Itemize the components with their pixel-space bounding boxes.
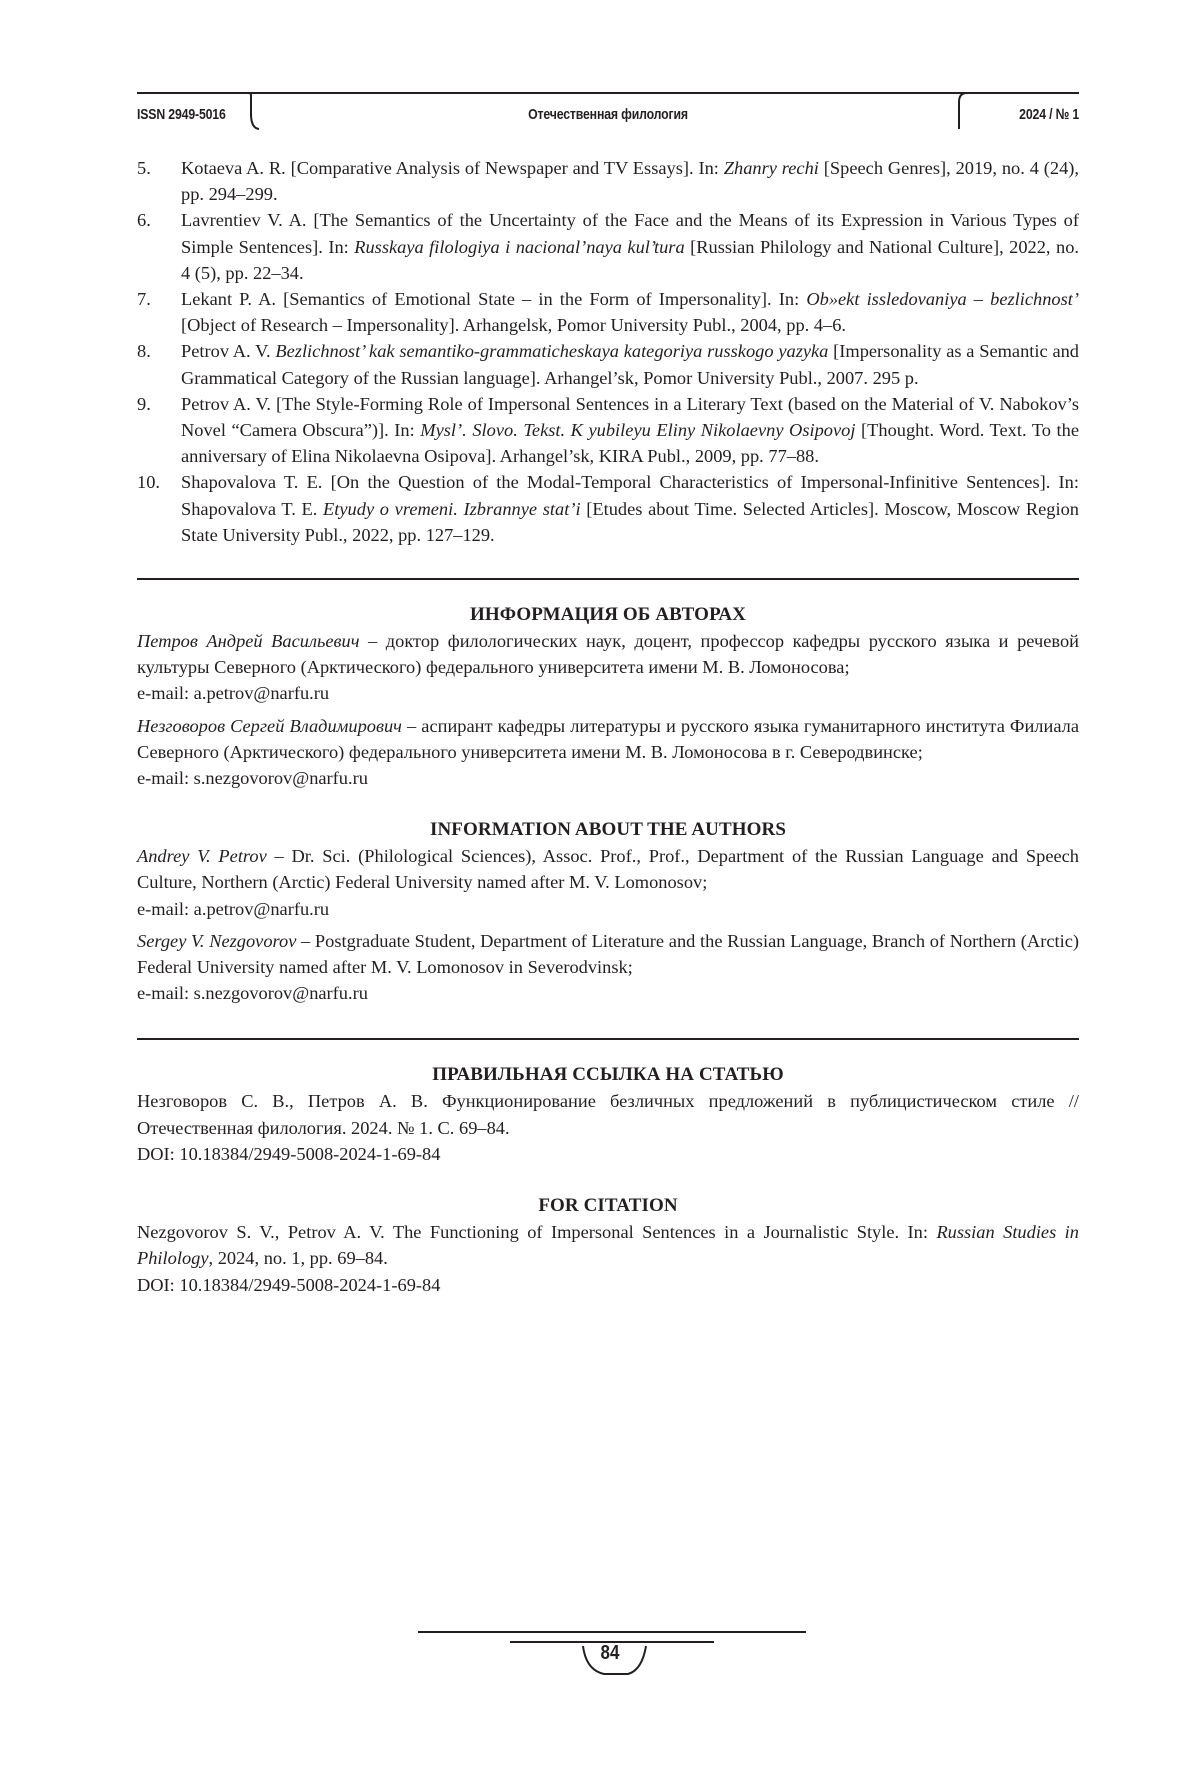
reference-list (137, 155, 1079, 548)
author-description: – аспирант кафедры литературы и русского языка гуманитарного института Филиала Северного (Арктического) федерального университета имени М. В. Ломоносова в г. Северодвинске; (137, 715, 1079, 762)
reference-text: [Etudes about Time. Selected Articles]. Moscow, Moscow Region State University Publ., 2022, pp. 127–129. (181, 498, 1079, 545)
reference-text: [Impersonality as a Semantic and Grammatical Category of the Russian language]. Arhangel’sk, Pomor University Publ., 2007. 295 p. (181, 341, 1079, 388)
authors-ru-heading: ИНФОРМАЦИЯ ОБ АВТОРАХ (470, 604, 746, 626)
reference-item (137, 286, 1079, 338)
reference-title: Etyudy o vremeni. Izbrannye stat’i (323, 498, 581, 519)
citation-text: , 2024, no. 1, pp. 69–84. (208, 1248, 388, 1269)
author-email: e-mail: a.petrov@narfu.ru (137, 683, 330, 704)
author-email: e-mail: s.nezgovorov@narfu.ru (137, 768, 368, 789)
header-journal-title: Отечественная филология (528, 106, 688, 123)
reference-text: [Thought. Word. Text. To the anniversary of Elina Nikolaevna Osipova]. Arhangel’sk, KIRA Publ., 2009, pp. 77–88. (181, 420, 1079, 467)
reference-item (137, 207, 1079, 286)
reference-text: [Speech Genres], 2019, no. 4 (24), pp. 294–299. (181, 158, 1080, 205)
citation-text: Незговоров С. В., Петров А. В. Функционирование безличных предложений в публицистическом стиле // Отечественная филология. 2024. № 1. С. 69–84. (137, 1091, 1079, 1138)
author-email: e-mail: s.nezgovorov@narfu.ru (137, 983, 368, 1004)
author-name: Sergey V. Nezgovorov (137, 930, 297, 951)
reference-text: Lavrentiev V. A. [The Semantics of the Uncertainty of the Face and the Means of its Expression in Various Types of Simple Sentences]. In: (181, 210, 1079, 257)
reference-title: Zhanry rechi (723, 158, 819, 178)
citation-en-heading: FOR CITATION (538, 1195, 678, 1217)
reference-text: Kotaeva A. R. [Comparative Analysis of Newspaper and TV Essays]. In: (181, 158, 724, 178)
reference-number: 9. (137, 393, 151, 414)
reference-number: 7. (137, 289, 151, 310)
reference-text: Lekant P. A. [Semantics of Emotional State – in the Form of Impersonality]. In: (181, 289, 807, 310)
section-divider (137, 578, 1079, 580)
running-header (137, 92, 1079, 140)
reference-text: Petrov A. V. [The Style-Forming Role of Impersonal Sentences in a Literary Text (based on the Material of V. Nabokov’s Novel “Camera Obscura”)]. In: (181, 393, 1079, 441)
reference-item (137, 155, 1079, 207)
reference-text: [Object of Research – Impersonality]. Arhangelsk, Pomor University Publ., 2004, pp. 4–6. (181, 315, 847, 336)
citation-en (137, 1219, 1079, 1298)
reference-item (137, 469, 1079, 548)
reference-title: Bezlichnost’ kak semantiko-grammaticheskaya kategoriya russkogo yazyka (275, 341, 829, 362)
reference-title: Mysl’. Slovo. Tekst. K yubileyu Eliny Nikolaevny Osipovoj (420, 420, 856, 441)
author-en-nezgovorov (137, 928, 1079, 1007)
author-description: – Postgraduate Student, Department of Literature and the Russian Language, Branch of Northern (Arctic) Federal University named after M. V. Lomonosov in Severodvinsk; (137, 930, 1079, 978)
reference-title: Russkaya filologiya i nacional’naya kul’tura (354, 236, 685, 257)
page-number: 84 (600, 1642, 620, 1664)
reference-text: [Russian Philology and National Culture], 2022, no. 4 (5), pp. 22–34. (181, 236, 1079, 283)
reference-number: 5. (137, 158, 151, 178)
authors-en-heading: INFORMATION ABOUT THE AUTHORS (429, 819, 787, 841)
citation-journal: Russian Studies in Philology (137, 1222, 1079, 1269)
footer-ornament (0, 1630, 1200, 1700)
reference-number: 10. (137, 472, 160, 493)
reference-text: Petrov A. V. (181, 341, 276, 362)
main-content (137, 155, 1079, 1298)
page-footer (0, 1630, 1200, 1700)
reference-number: 8. (137, 341, 151, 362)
author-name: Andrey V. Petrov (137, 846, 267, 867)
citation-ru (137, 1088, 1079, 1167)
header-issue: 2024 / № 1 (1019, 106, 1079, 123)
reference-number: 6. (137, 210, 151, 231)
header-issn: ISSN 2949-5016 (137, 106, 226, 123)
citation-doi: DOI: 10.18384/2949-5008-2024-1-69-84 (137, 1143, 441, 1164)
citation-doi: DOI: 10.18384/2949-5008-2024-1-69-84 (137, 1274, 441, 1295)
citation-ru-heading: ПРАВИЛЬНАЯ ССЫЛКА НА СТАТЬЮ (432, 1064, 784, 1086)
author-en-petrov (137, 843, 1079, 922)
author-email: e-mail: a.petrov@narfu.ru (137, 898, 330, 919)
author-description: – доктор филологических наук, доцент, профессор кафедры русского языка и речевой культуры Северного (Арктического) федерального университета имени М. В. Ломоносова; (137, 631, 1079, 678)
section-divider (137, 1038, 1079, 1040)
author-name: Петров Андрей Васильевич (137, 631, 360, 652)
author-name: Незговоров Сергей Владимирович (137, 715, 402, 736)
reference-title: Ob»ekt issledovaniya – bezlichnost’ (806, 289, 1080, 310)
author-ru-nezgovorov (137, 713, 1079, 792)
author-ru-petrov (137, 628, 1079, 707)
citation-text: Nezgovorov S. V., Petrov A. V. The Functioning of Impersonal Sentences in a Journalistic Style. In: (137, 1222, 937, 1243)
reference-item (137, 338, 1079, 390)
reference-item (137, 391, 1079, 470)
author-description: – Dr. Sci. (Philological Sciences), Assoc. Prof., Prof., Department of the Russian Language and Speech Culture, Northern (Arctic) Federal University named after M. V. Lomonosov; (137, 846, 1079, 893)
reference-text: Shapovalova T. E. [On the Question of the Modal-Temporal Characteristics of Impersonal-Infinitive Sentences]. In: Shapovalova T. E. (181, 472, 1079, 519)
